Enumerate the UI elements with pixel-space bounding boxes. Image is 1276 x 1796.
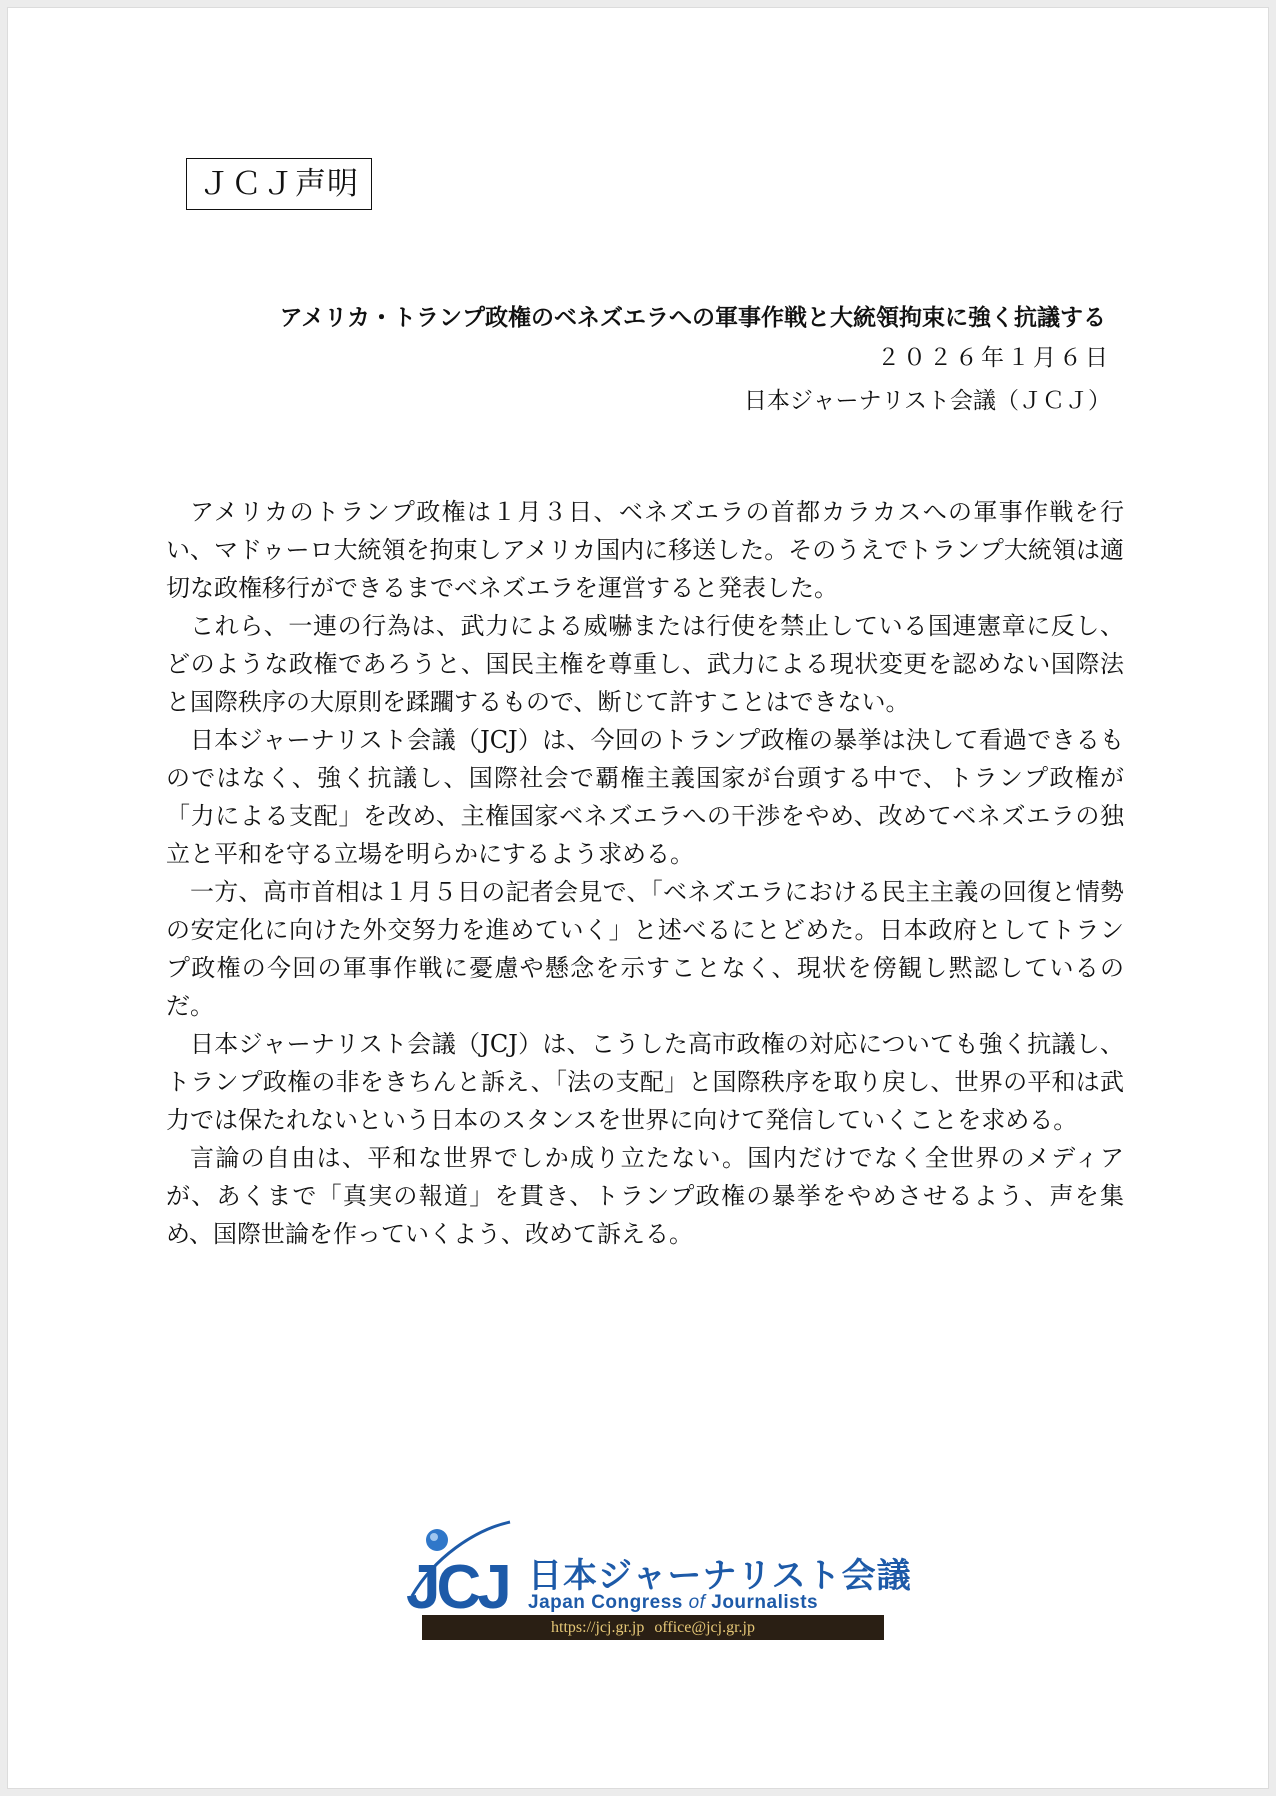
logo-name-en-part2: Journalists xyxy=(711,1592,819,1613)
body-paragraph-3: 日本ジャーナリスト会議（JCJ）は、今回のトランプ政権の暴挙は決して看過できるものではなく、強く抗議し、国際社会で覇権主義国家が台頭する中で、トランプ政権が「力による支配」を改め、主権国家ベネズエラへの干渉をやめ、改めてベネズエラの独立と平和を守る立場を明らかにするよう求める。 xyxy=(166,726,1124,868)
svg-text:JCJ: JCJ xyxy=(406,1553,508,1610)
logo-name-en-of: of xyxy=(688,1592,706,1613)
logo-name-ja: 日本ジャーナリスト会議 xyxy=(528,1556,912,1596)
body-paragraph-5: 日本ジャーナリスト会議（JCJ）は、こうした高市政権の対応についても強く抗議し、トランプ政権の非をきちんと訴え、「法の支配」と国際秩序を取り戻し、世界の平和は武力では保たれないという日本のスタンスを世界に向けて発信していくことを求める。 xyxy=(166,1030,1124,1134)
document-page xyxy=(8,8,1268,1788)
logo-name-en xyxy=(528,1592,818,1614)
statement-label: ＪＣＪ声明 xyxy=(186,158,372,210)
body-paragraph-2: これら、一連の行為は、武力による威嚇または行使を禁止している国連憲章に反し、どのような政権であろうと、国民主権を尊重し、武力による現状変更を認めない国際法と国際秩序の大原則を蹂躙するもので、断じて許すことはできない。 xyxy=(166,612,1124,716)
statement-headline: アメリカ・トランプ政権のベネズエラへの軍事作戦と大統領拘束に強く抗議する xyxy=(279,305,1106,331)
statement-organization: 日本ジャーナリスト会議（ＪＣＪ） xyxy=(743,388,1111,414)
jcj-logo-mark-icon xyxy=(404,1518,514,1610)
logo-contact-bar: https://jcj.gr.jp office@jcj.gr.jp xyxy=(422,1615,884,1640)
jcj-logo xyxy=(404,1518,912,1638)
body-paragraph-6: 言論の自由は、平和な世界でしか成り立たない。国内だけでなく全世界のメディアが、あくまで「真実の報道」を貫き、トランプ政権の暴挙をやめさせるよう、声を集め、国際世論を作っていくよう、改めて訴える。 xyxy=(166,1144,1124,1248)
statement-date: ２０２６年１月６日 xyxy=(877,345,1111,371)
logo-name-en-part1: Japan Congress xyxy=(528,1592,683,1613)
statement-body xyxy=(166,493,1124,1253)
body-paragraph-4: 一方、高市首相は１月５日の記者会見で、「ベネズエラにおける民主主義の回復と情勢の安定化に向けた外交努力を進めていく」と述べるにとどめた。日本政府としてトランプ政権の今回の軍事作戦に憂慮や懸念を示すことなく、現状を傍観し黙認しているのだ。 xyxy=(166,878,1124,1020)
body-paragraph-1: アメリカのトランプ政権は１月３日、ベネズエラの首都カラカスへの軍事作戦を行い、マドゥーロ大統領を拘束しアメリカ国内に移送した。そのうえでトランプ大統領は適切な政権移行ができるまでベネズエラを運営すると発表した。 xyxy=(166,498,1124,602)
